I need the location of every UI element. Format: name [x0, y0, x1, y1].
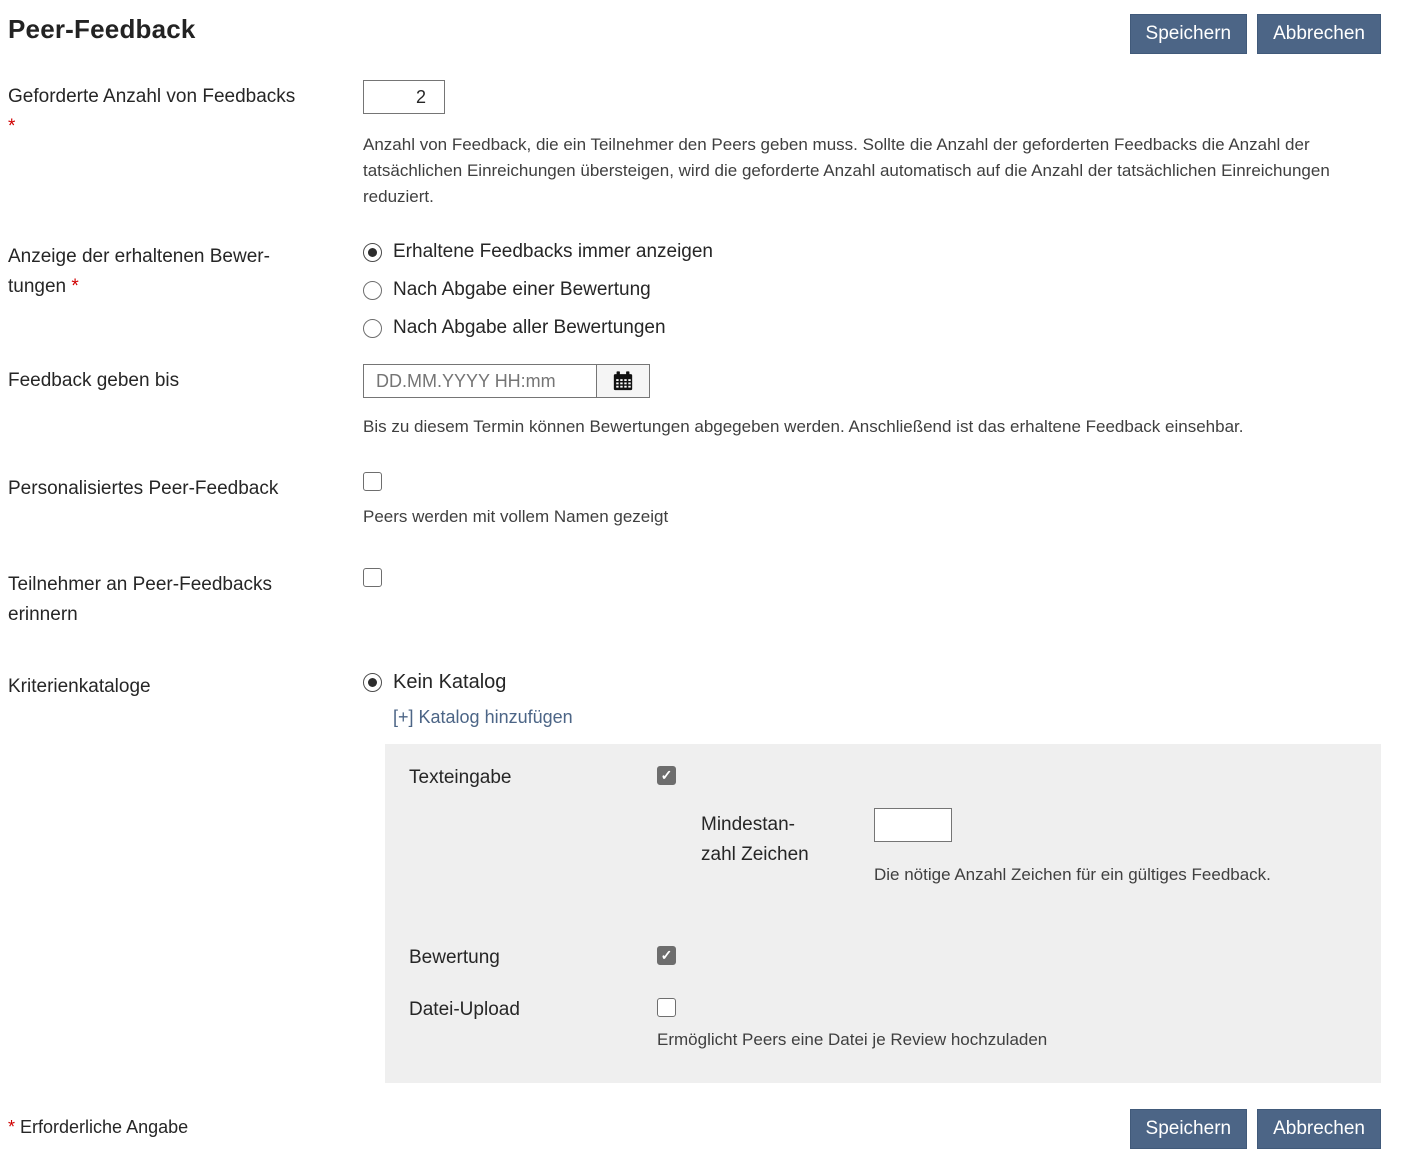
- save-button-top[interactable]: Speichern: [1130, 14, 1248, 54]
- text-entry-label: Texteingabe: [409, 767, 512, 788]
- required-feedbacks-label: [8, 80, 303, 142]
- radio-button[interactable]: [363, 281, 382, 300]
- save-button-bottom[interactable]: Speichern: [1130, 1109, 1248, 1149]
- radio-button[interactable]: [363, 243, 382, 262]
- field-personalized-feedback: [8, 472, 1381, 530]
- radio-label: Nach Abgabe einer Bewertung: [393, 279, 651, 300]
- min-chars-input[interactable]: [874, 808, 952, 842]
- form-header: [8, 14, 1381, 54]
- calendar-icon: [612, 370, 634, 392]
- feedback-deadline-label: Feedback geben bis: [8, 370, 180, 391]
- required-asterisk: *: [8, 1117, 16, 1137]
- min-chars-label: Mindestanzahl Zeichen: [701, 814, 809, 865]
- radio-option-after-all-ratings[interactable]: [363, 316, 1381, 340]
- radio-option-after-one-rating[interactable]: [363, 278, 1381, 302]
- field-file-upload: [409, 998, 1357, 1053]
- min-chars-byline: Die nötige Anzahl Zeichen für ein gültiges Feedback.: [874, 865, 1271, 884]
- field-remind-participants: [8, 568, 1381, 630]
- radio-button[interactable]: [363, 673, 382, 692]
- file-upload-label: Datei-Upload: [409, 999, 520, 1020]
- field-criteria-catalogues: [8, 670, 1381, 1083]
- required-feedbacks-byline: Anzahl von Feedback, die ein Teilnehmer den Peers geben muss. Sollte die Anzahl der geforderten Feedbacks die Anzahl der tatsächlichen Einreichungen übersteigen, wird die geforderte Anzahl automatisch auf die Anzahl der tatsächlichen Einreichungen reduziert.: [363, 135, 1330, 206]
- field-feedback-deadline: [8, 364, 1381, 440]
- file-upload-checkbox[interactable]: [657, 998, 676, 1017]
- file-upload-byline: Ermöglicht Peers eine Datei je Review hochzuladen: [657, 1030, 1048, 1049]
- radio-label: Kein Katalog: [393, 671, 507, 693]
- bottom-action-buttons: [1130, 1109, 1381, 1149]
- cancel-button-top[interactable]: Abbrechen: [1257, 14, 1381, 54]
- field-required-feedbacks: [8, 80, 1381, 210]
- required-asterisk: *: [71, 276, 79, 297]
- rating-visibility-label: [8, 240, 303, 302]
- top-action-buttons: [1130, 14, 1381, 54]
- cancel-button-bottom[interactable]: Abbrechen: [1257, 1109, 1381, 1149]
- required-feedbacks-label-text: Geforderte Anzahl von Feedbacks: [8, 86, 296, 107]
- radio-button[interactable]: [363, 319, 382, 338]
- radio-option-always-show[interactable]: [363, 240, 1381, 264]
- remind-participants-checkbox[interactable]: [363, 568, 382, 587]
- rating-label: Bewertung: [409, 947, 500, 968]
- required-note-text: Erforderliche Angabe: [20, 1117, 189, 1137]
- date-input-group: [363, 364, 650, 398]
- form-footer: [8, 1109, 1381, 1149]
- field-text-entry: [409, 766, 1357, 790]
- field-rating-visibility: [8, 240, 1381, 340]
- required-note: [8, 1109, 188, 1145]
- required-asterisk: *: [8, 116, 16, 137]
- criteria-options-panel: [385, 744, 1381, 1083]
- page-title: Peer-Feedback: [8, 14, 196, 44]
- field-min-chars: [701, 808, 1357, 888]
- rating-checkbox[interactable]: ✓: [657, 946, 676, 965]
- radio-option-no-catalogue[interactable]: [363, 670, 1381, 694]
- rating-visibility-label-text: Anzeige der erhaltenen Bewertungen: [8, 246, 270, 297]
- radio-label: Nach Abgabe aller Bewertungen: [393, 317, 666, 338]
- required-feedbacks-input[interactable]: [363, 80, 445, 114]
- criteria-catalogues-label: Kriterienkataloge: [8, 676, 151, 697]
- radio-label: Erhaltene Feedbacks immer anzeigen: [393, 241, 714, 262]
- personalized-feedback-byline: Peers werden mit vollem Namen gezeigt: [363, 507, 669, 526]
- personalized-feedback-checkbox[interactable]: [363, 472, 382, 491]
- add-catalogue-link[interactable]: [+] Katalog hinzufügen: [393, 707, 573, 727]
- remind-participants-label: Teilnehmer an Peer-Feedbacks erinnern: [8, 574, 273, 625]
- personalized-feedback-label: Personalisiertes Peer-Feedback: [8, 478, 279, 499]
- feedback-deadline-byline: Bis zu diesem Termin können Bewertungen abgegeben werden. Anschließend ist das erhaltene Feedback einsehbar.: [363, 417, 1244, 436]
- feedback-deadline-input[interactable]: [363, 364, 596, 398]
- field-rating: [409, 946, 1357, 970]
- text-entry-checkbox[interactable]: ✓: [657, 766, 676, 785]
- calendar-button[interactable]: [596, 364, 650, 398]
